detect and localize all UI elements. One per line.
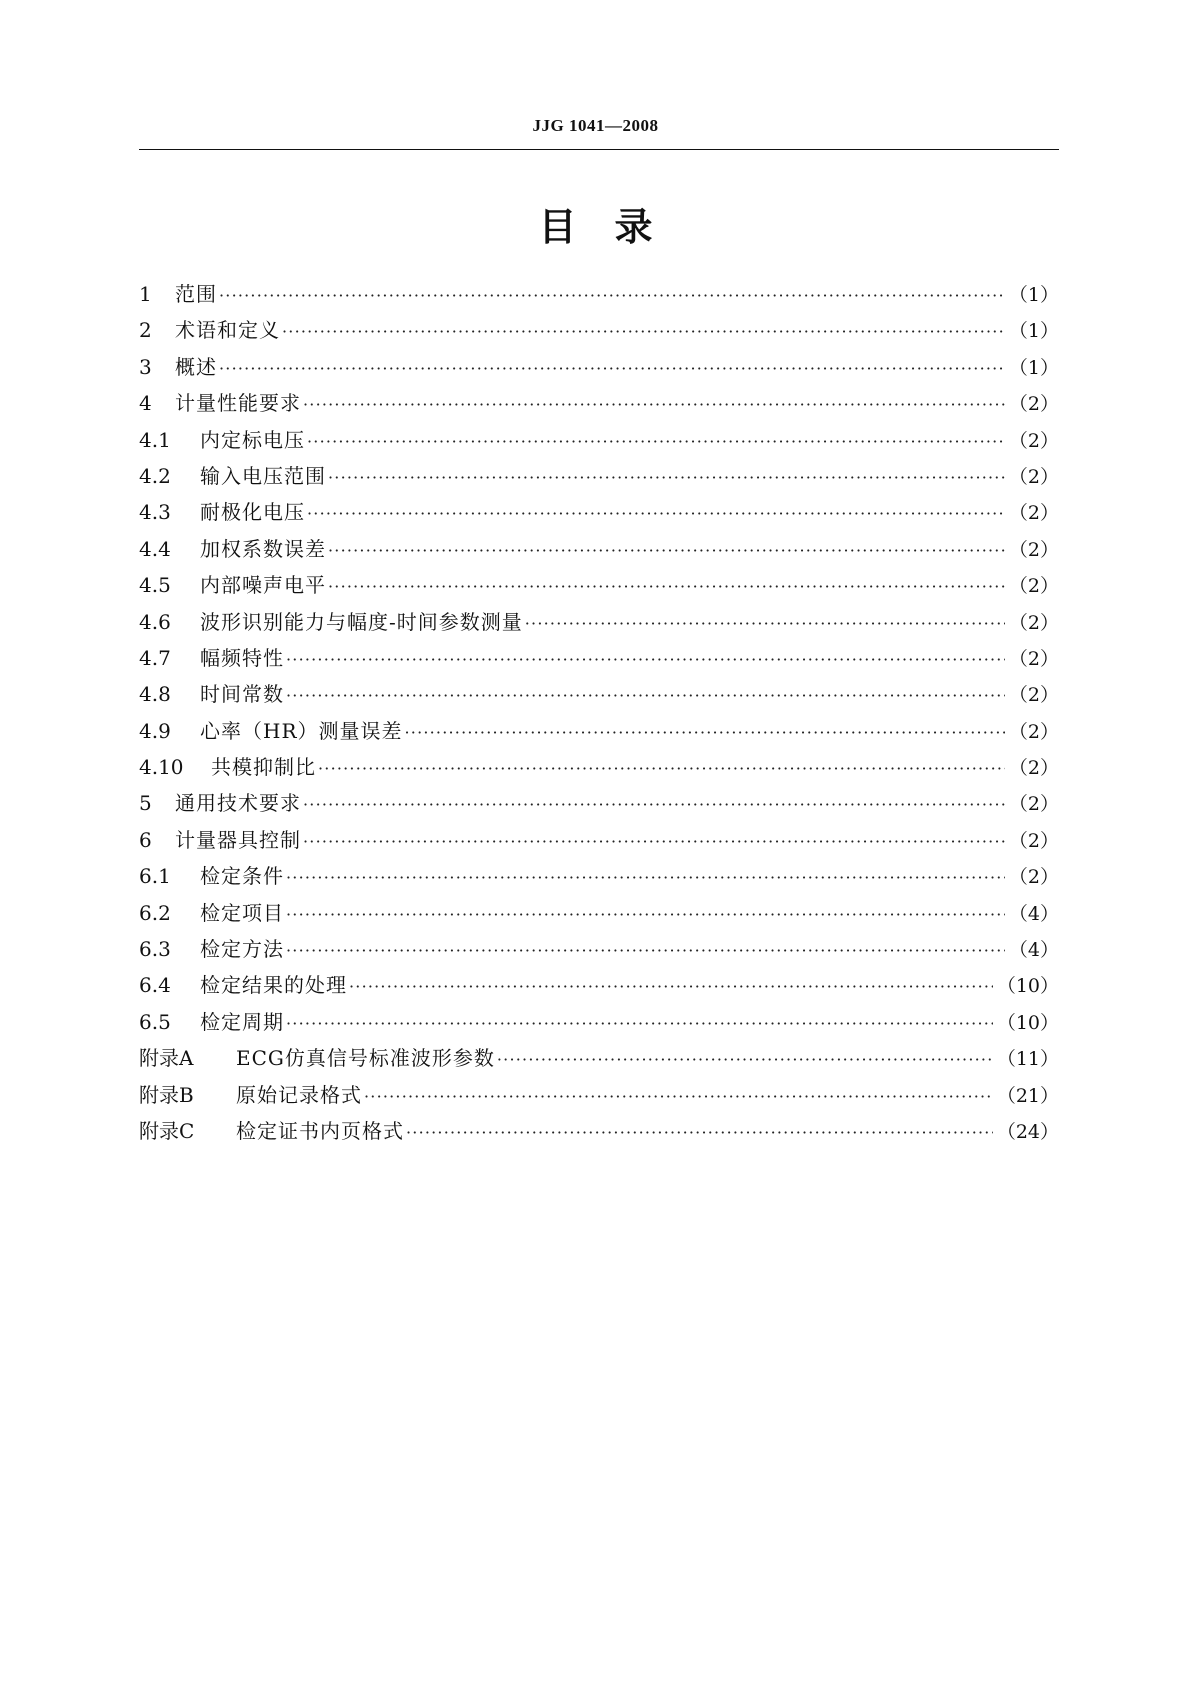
toc-entry-page: （2） [1008, 757, 1059, 780]
toc-entry-label: 加权系数误差 [200, 536, 326, 561]
toc-entry-label: 内部噪声电平 [200, 573, 326, 598]
toc-entry-label: 范围 [175, 282, 217, 306]
toc-dot-leader [406, 1123, 993, 1142]
toc-entry-label: 检定证书内页格式 [236, 1118, 404, 1143]
toc-dot-leader [286, 650, 1005, 669]
toc-entry-label: 检定方法 [200, 937, 284, 962]
toc-entry-label: 心率（HR）测量误差 [200, 718, 403, 743]
toc-dot-leader [303, 832, 1005, 851]
toc-entry-number: 4.7 [139, 645, 171, 670]
toc-entry-label: 检定条件 [200, 864, 284, 889]
toc-entry-label: 波形识别能力与幅度-时间参数测量 [200, 609, 523, 634]
toc-entry-number: 1 [139, 282, 152, 306]
toc-entry-number: 附录B [139, 1082, 194, 1107]
toc-entry-label: 原始记录格式 [236, 1082, 362, 1107]
toc-entry-number: 2 [139, 318, 152, 343]
toc-entry [139, 642, 1059, 678]
toc-entry [139, 1006, 1059, 1042]
toc-dot-leader [328, 468, 1005, 487]
toc-entry-page: （2） [1008, 684, 1059, 707]
toc-entry-number: 6.4 [139, 973, 171, 998]
toc-entry [139, 606, 1059, 642]
toc-entry-number: 6.5 [139, 1009, 171, 1034]
table-of-contents [139, 278, 1059, 1151]
toc-entry [139, 933, 1059, 969]
toc-entry [139, 897, 1059, 933]
toc-entry-label: 术语和定义 [175, 318, 280, 343]
toc-entry [139, 824, 1059, 860]
toc-entry-page: （4） [1008, 939, 1059, 962]
toc-entry [139, 1115, 1059, 1151]
toc-entry-number: 附录A [139, 1046, 194, 1071]
toc-entry [139, 533, 1059, 569]
toc-entry-label: 通用技术要求 [175, 791, 301, 816]
toc-entry-page: （2） [1008, 793, 1059, 816]
toc-entry-number: 6.1 [139, 864, 171, 889]
toc-entry-page: （1） [1008, 284, 1059, 306]
toc-entry-page: （2） [1008, 575, 1059, 598]
toc-entry-label: 输入电压范围 [200, 463, 326, 488]
toc-entry-page: （4） [1008, 902, 1059, 925]
toc-entry-number: 4.10 [139, 755, 184, 780]
toc-entry-label: 内定标电压 [200, 427, 305, 452]
toc-dot-leader [318, 759, 1005, 778]
toc-dot-leader [307, 432, 1005, 451]
toc-entry-number: 4.8 [139, 682, 171, 707]
toc-entry-page: （2） [1008, 829, 1059, 852]
toc-entry-page: （21） [996, 1084, 1059, 1107]
toc-entry-number: 4.1 [139, 427, 171, 452]
toc-dot-leader [286, 1014, 993, 1033]
toc-entry-label: 共模抑制比 [211, 755, 316, 780]
toc-dot-leader [286, 941, 1005, 960]
toc-entry [139, 569, 1059, 605]
toc-entry [139, 969, 1059, 1005]
toc-entry [139, 424, 1059, 460]
toc-dot-leader [286, 905, 1005, 924]
toc-entry-number: 6.3 [139, 937, 171, 962]
toc-entry-label: ECG仿真信号标准波形参数 [236, 1046, 495, 1071]
toc-dot-leader [303, 795, 1005, 814]
toc-entry-page: （2） [1008, 866, 1059, 889]
toc-entry-page: （2） [1008, 611, 1059, 634]
toc-entry-page: （11） [996, 1048, 1059, 1071]
header-rule [139, 149, 1059, 150]
toc-entry-page: （2） [1008, 720, 1059, 743]
toc-dot-leader [282, 322, 1005, 341]
toc-entry-label: 耐极化电压 [200, 500, 305, 525]
toc-entry-number: 4.6 [139, 609, 171, 634]
toc-entry-number: 4.2 [139, 463, 171, 488]
toc-dot-leader [286, 686, 1005, 705]
toc-entry-label: 计量性能要求 [175, 391, 301, 416]
document-code-header: JJG 1041—2008 [532, 116, 659, 135]
toc-entry-number: 4.3 [139, 500, 171, 525]
toc-entry-number: 4.9 [139, 718, 171, 743]
toc-dot-leader [219, 359, 1005, 378]
toc-entry-label: 检定周期 [200, 1009, 284, 1034]
toc-dot-leader [286, 868, 1005, 887]
toc-dot-leader [364, 1087, 993, 1106]
toc-entry-label: 幅频特性 [200, 645, 284, 670]
toc-entry [139, 678, 1059, 714]
toc-entry [139, 1079, 1059, 1115]
toc-entry-page: （10） [996, 975, 1059, 998]
toc-entry [139, 387, 1059, 423]
toc-dot-leader [405, 723, 1005, 742]
toc-entry-number: 6.2 [139, 900, 171, 925]
toc-entry-label: 概述 [175, 354, 217, 379]
toc-entry-page: （1） [1008, 320, 1059, 343]
toc-entry [139, 496, 1059, 532]
toc-entry-page: （2） [1008, 538, 1059, 561]
toc-dot-leader [307, 504, 1005, 523]
toc-entry-label: 检定结果的处理 [200, 973, 347, 998]
toc-entry-number: 附录C [139, 1118, 195, 1143]
toc-dot-leader [349, 977, 993, 996]
toc-entry [139, 751, 1059, 787]
toc-entry [139, 460, 1059, 496]
toc-dot-leader [219, 286, 1005, 305]
toc-dot-leader [328, 577, 1005, 596]
toc-entry-label: 计量器具控制 [175, 827, 301, 852]
toc-entry-label: 检定项目 [200, 900, 284, 925]
toc-entry [139, 314, 1059, 350]
toc-entry-page: （2） [1008, 465, 1059, 488]
toc-entry-page: （24） [996, 1120, 1059, 1143]
toc-entry [139, 787, 1059, 823]
toc-entry [139, 351, 1059, 387]
toc-entry-number: 6 [139, 827, 152, 852]
toc-entry-number: 3 [139, 354, 152, 379]
toc-entry [139, 715, 1059, 751]
toc-dot-leader [303, 395, 1005, 414]
toc-entry-page: （2） [1008, 647, 1059, 670]
toc-entry-number: 4.5 [139, 573, 171, 598]
toc-entry [139, 860, 1059, 896]
toc-dot-leader [328, 541, 1005, 560]
toc-entry-page: （2） [1008, 502, 1059, 525]
toc-dot-leader [497, 1050, 993, 1069]
toc-entry-page: （2） [1008, 393, 1059, 416]
toc-entry-number: 4 [139, 391, 152, 416]
toc-entry-label: 时间常数 [200, 682, 284, 707]
toc-title: 目 录 [538, 205, 653, 249]
toc-entry-page: （10） [996, 1011, 1059, 1034]
toc-entry-number: 5 [139, 791, 152, 816]
toc-entry-page: （2） [1008, 429, 1059, 452]
toc-entry-page: （1） [1008, 356, 1059, 379]
toc-entry-number: 4.4 [139, 536, 171, 561]
toc-entry [139, 1042, 1059, 1078]
toc-entry [139, 278, 1059, 314]
toc-dot-leader [525, 614, 1005, 633]
